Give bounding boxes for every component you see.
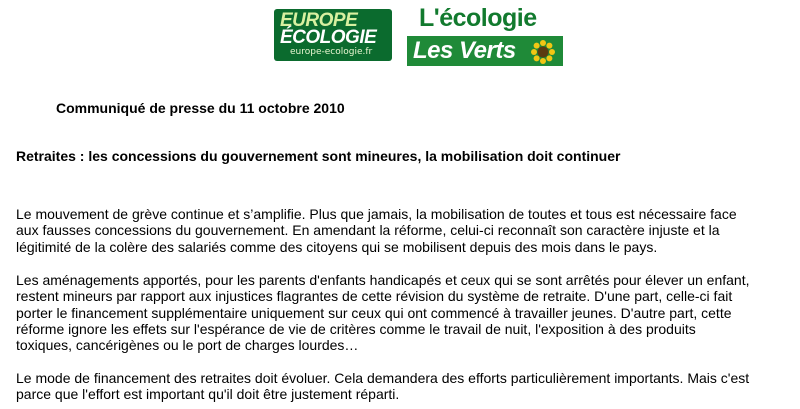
les-verts-logo [403,4,565,64]
paragraph-line: Le mouvement de grève continue et s’amplifie. Plus que jamais, la mobilisation de toutes et tous est nécessaire face [16,206,737,222]
logo-text-ecologie: ÉCOLOGIE [280,27,377,48]
logo-text-lecologie: L'écologie [419,4,537,32]
paragraph-line: réforme ignore les effets sur l'espérance de vie de critères comme le travail de nuit, l'exposition à des produits [16,320,696,337]
paragraph-1 [16,206,796,255]
press-release-date: Communiqué de presse du 11 octobre 2010 [56,100,345,116]
logo-text-europe: EUROPE [280,10,358,31]
paragraph-line: parce que l'effort est important qu'il doit être justement réparti. [16,386,400,403]
paragraph-3 [16,370,796,403]
paragraph-line: restent mineurs par rapport aux injustices flagrantes de cette révision du système de retraite. D'une part, celle-ci fait [16,288,733,305]
europe-ecologie-logo [274,9,392,61]
paragraph-line: aux fausses concessions du gouvernement. En amendant la réforme, celui-ci reconnaît son caractère injuste et la [16,222,720,239]
paragraph-line: toxiques, cancérigènes ou le port de charges lourdes… [16,337,359,354]
logo-url: europe-ecologie.fr [290,47,373,57]
page-title: Retraites : les concessions du gouvernement sont mineures, la mobilisation doit continuer [16,148,621,164]
paragraph-line: Les aménagements apportés, pour les parents d'enfants handicapés et ceux qui se sont arrêtés pour élever un enfant, [16,272,750,288]
paragraph-line: légitimité de la colère des salariés comme des citoyens qui se mobilisent depuis des mois dans le pays. [16,238,658,255]
sunflower-icon [531,40,555,64]
paragraph-2 [16,272,796,353]
logo-text-les-verts: Les Verts [413,37,516,64]
paragraph-line: porter le financement supplémentaire uniquement sur ceux qui ont commencé à travailler jeunes. D'autre part, cette [16,304,732,321]
paragraph-line: Le mode de financement des retraites doit évoluer. Cela demandera des efforts particulièrement importants. Mais c'est [16,370,750,386]
